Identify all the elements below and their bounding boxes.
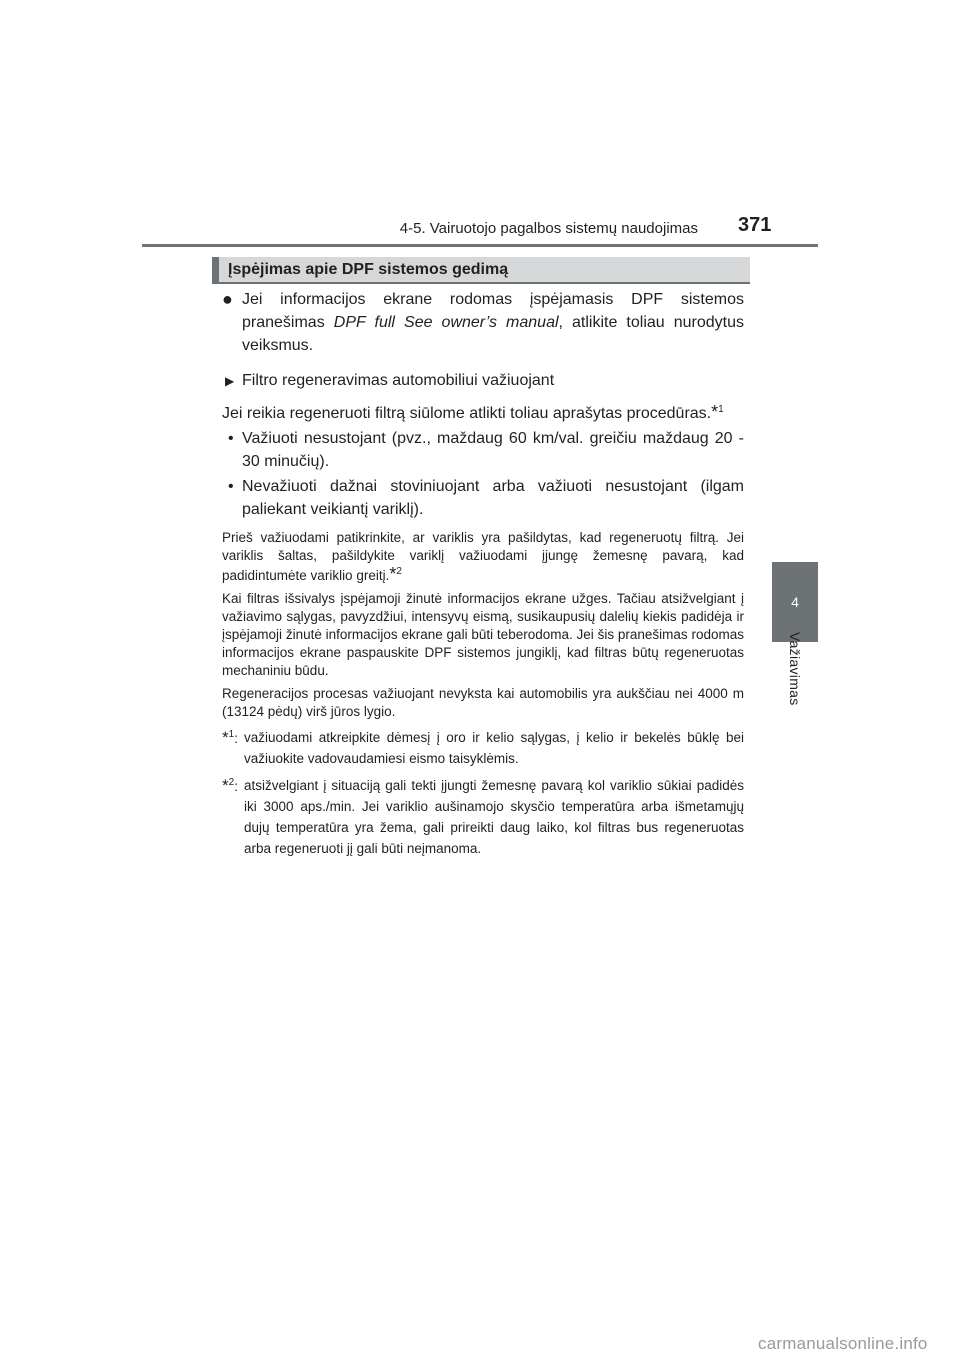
watermark: carmanualsonline.info: [758, 1334, 928, 1353]
footnote-ref-1: 1: [718, 404, 724, 415]
procedure-paragraph: [222, 401, 744, 425]
bullet-icon: •: [228, 478, 234, 495]
footnote-item: [222, 727, 744, 769]
footnote-asterisk-icon: *: [222, 776, 229, 795]
note-text: Regeneracijos procesas važiuojant nevyksta kai automobilis yra aukščiau nei 4000 m (13124 pėdų) virš jūros lygio.: [222, 686, 744, 719]
intro-paragraph: [222, 288, 744, 357]
section-title: Įspėjimas apie DPF sistemos gedimą: [228, 261, 509, 278]
note-text: Kai filtras išsivalys įspėjamoji žinutė informacijos ekrane užges. Tačiau atsižvelgiant į važiavimo sąlygas, pavyzdžiui, intensyvų eismą, susikaupusių dalelių kiekis padidėja ir įspėjamoji žinutė informacijos ekrane gali būti teberodoma. Jei šis pranešimas rodomas informacijos ekrane paspauskite DPF sistemos jungiklį, kad filtras būtų regeneruotas mechaniniu būdu.: [222, 591, 744, 678]
list-item-text: Nevažiuoti dažnai stoviniuojant arba važiuoti nesustojant (ilgam paliekant veikiantį variklį).: [242, 478, 744, 518]
intro-text-start: Jei informacijos ekrane rodomas įspėjamasis DPF sistemos pranešimas: [242, 291, 744, 331]
footnote-asterisk-icon: *: [222, 728, 229, 747]
section-title-bar: [212, 257, 750, 284]
footnote-asterisk-icon: *: [389, 564, 397, 584]
note-paragraph: [222, 529, 744, 585]
footnote-text: atsižvelgiant į situaciją gali tekti įjungti žemesnę pavarą kol variklio sūkiai padidės iki 3000 aps./min. Jei variklio aušinamojo skysčio temperatūra arba išmetamųjų dujų temperatūra yra žema, gali prireikti daug laiko, kol filtras bus regeneruotas arba regeneruoti jį gali būti neįmanoma.: [244, 778, 744, 856]
footnote-ref-2: 2: [396, 566, 402, 577]
title-accent-bar: [212, 257, 219, 282]
footnote-asterisk-icon: *: [711, 402, 719, 422]
footnote-marker: *$^1$:: [222, 728, 238, 747]
bullet-icon: •: [228, 430, 234, 447]
note-paragraph: [222, 590, 744, 680]
note-paragraph: [222, 685, 744, 721]
triangle-right-icon: ▶: [225, 374, 235, 388]
footnote-number: 2: [228, 777, 235, 788]
note-text: Prieš važiuodami patikrinkite, ar variklis yra pašildytas, kad regeneruotų filtrą. Jei variklis šaltas, pašildykite variklį važiuodami įjungę žemesnę pavarą, kad padidintumėte variklio greitį.: [222, 530, 744, 583]
main-content: [222, 288, 744, 859]
procedure-text: Jei reikia regeneruoti filtrą siūlome atlikti toliau aprašytas procedūras.: [222, 405, 712, 422]
chapter-tab[interactable]: [772, 562, 818, 642]
page-number: 371: [738, 214, 772, 236]
list-item-text: Važiuoti nesustojant (pvz., maždaug 60 km/val. greičiu maždaug 20 - 30 minučių).: [242, 430, 744, 470]
header-section-title: 4-5. Vairuotojo pagalbos sistemų naudojimas: [399, 220, 698, 237]
footnote-text: važiuodami atkreipkite dėmesį į oro ir kelio sąlygas, į kelio ir bekelės būklę bei važiuokite vadovaudamiesi eismo taisyklėmis.: [244, 730, 744, 766]
header-divider: [142, 244, 818, 247]
list-item: [222, 475, 744, 521]
warning-message-text: DPF full See owner’s manual: [333, 314, 559, 331]
footnote-number: 1: [228, 729, 235, 740]
chapter-tab-number: 4: [791, 594, 799, 610]
footnote-item: [222, 775, 744, 859]
bullet-dot-icon: ●: [222, 289, 233, 309]
subheading: [222, 369, 744, 392]
footnote-marker: *$^2$:: [222, 776, 238, 795]
subheading-text: Filtro regeneravimas automobiliui važiuojant: [242, 372, 555, 389]
procedure-list: [222, 427, 744, 521]
list-item: [222, 427, 744, 473]
intro-text-end: , atlikite toliau nurodytus veiksmus.: [242, 314, 745, 354]
chapter-tab-label: Važiavimas: [787, 632, 803, 706]
